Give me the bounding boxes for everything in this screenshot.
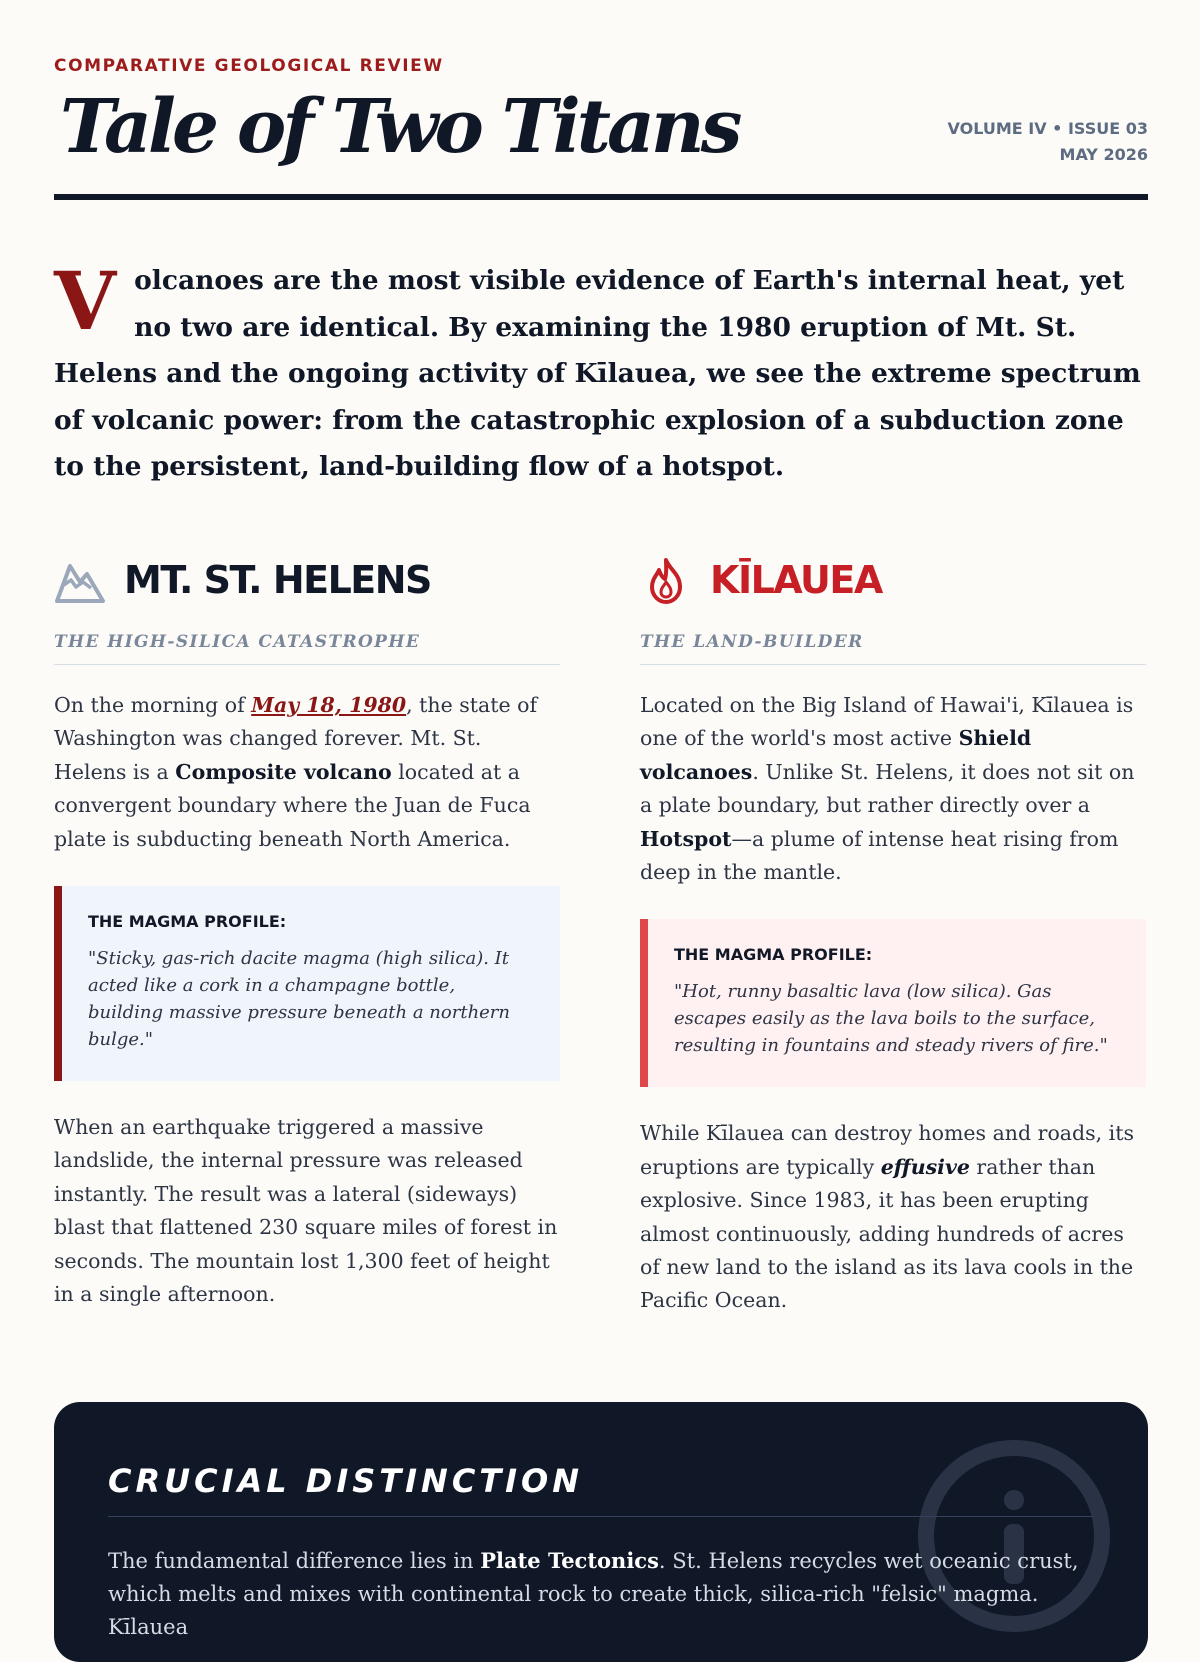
- helens-paragraph-2: When an earthquake triggered a massive landslide, the internal pressure was released instantly. The result was a lateral (sideways) blast that flattened 230 square miles of forest in seconds. The mountain lost 1,300 feet of height in a single afternoon.: [54, 1115, 558, 1307]
- helens-heading: [54, 550, 560, 610]
- term-hotspot: Hotspot: [640, 826, 732, 851]
- header-rule: [54, 194, 1148, 200]
- callout-quote: "Hot, runny basaltic lava (low silica). Gas escapes easily as the lava boils to the surface, resulting in fountains and steady rivers of fire.": [674, 981, 1108, 1057]
- mountain-icon: [54, 554, 106, 606]
- term-composite-volcano: Composite volcano: [175, 759, 392, 784]
- helens-paragraph-1: On the morning of May 18, 1980, the state of Washington was changed forever. Mt. St. Helens is a Composite volcano located at a convergent boundary where the Juan de Fuca plate is subducting beneath North America.: [54, 693, 538, 851]
- kilauea-column: [640, 550, 1146, 1318]
- term-effusive: effusive: [880, 1154, 970, 1179]
- kilauea-callout: [640, 919, 1146, 1087]
- drop-cap: V: [54, 254, 117, 348]
- issue-date: MAY 2026: [1059, 145, 1148, 164]
- distinction-rule: [108, 1516, 1094, 1517]
- distinction-title: CRUCIAL DISTINCTION: [108, 1462, 584, 1500]
- kilauea-title: KĪLAUEA: [710, 558, 882, 602]
- callout-quote: "Sticky, gas-rich dacite magma (high silica). It acted like a cork in a champagne bottle, building massive pressure beneath a northern bulge.": [88, 948, 511, 1051]
- issue-info: [948, 116, 1148, 168]
- kilauea-paragraph-2: While Kīlauea can destroy homes and roads, its eruptions are typically effusive rather than explosive. Since 1983, it has been erupting almost continuously, adding hundreds of acres of new land to the island as its lava cools in the Pacific Ocean.: [640, 1121, 1135, 1313]
- kilauea-heading: [640, 550, 1146, 610]
- intro-text: olcanoes are the most visible evidence of Earth's internal heat, yet no two are identical. By examining the 1980 eruption of Mt. St. Helens and the ongoing activity of Kīlauea, we see the extreme spectrum of volcanic power: from the catastrophic explosion of a subduction zone to the persistent, land-building flow of a hotspot.: [54, 265, 1141, 482]
- distinction-panel: [54, 1402, 1148, 1662]
- helens-callout: [54, 886, 560, 1081]
- term-plate-tectonics: Plate Tectonics: [480, 1548, 659, 1573]
- helens-subtitle: THE HIGH-SILICA CATASTROPHE: [54, 632, 560, 665]
- flame-icon: [640, 554, 692, 606]
- callout-label: THE MAGMA PROFILE:: [674, 945, 873, 965]
- callout-label: THE MAGMA PROFILE:: [88, 912, 287, 932]
- intro-paragraph: [54, 254, 1148, 491]
- distinction-text: The fundamental difference lies in Plate Tectonics. St. Helens recycles wet oceanic crust, which melts and mixes with continental rock to create thick, silica-rich "felsic" magma. Kīlauea: [108, 1548, 1079, 1639]
- term-shield-volcanoes: Shield volcanoes: [640, 726, 1032, 784]
- eruption-date: May 18, 1980: [251, 693, 407, 717]
- page-title: Tale of Two Titans: [60, 84, 739, 170]
- helens-column: [54, 550, 560, 1311]
- kilauea-subtitle: THE LAND-BUILDER: [640, 632, 1146, 665]
- volume-label: VOLUME IV • ISSUE 03: [947, 119, 1148, 138]
- helens-title: MT. ST. HELENS: [124, 558, 431, 602]
- kicker: COMPARATIVE GEOLOGICAL REVIEW: [54, 56, 444, 76]
- kilauea-paragraph-1: Located on the Big Island of Hawai'i, Kīlauea is one of the world's most active Shield volcanoes. Unlike St. Helens, it does not sit on a plate boundary, but rather directly over a Hotspot—a plume of intense heat rising from deep in the mantle.: [640, 693, 1135, 885]
